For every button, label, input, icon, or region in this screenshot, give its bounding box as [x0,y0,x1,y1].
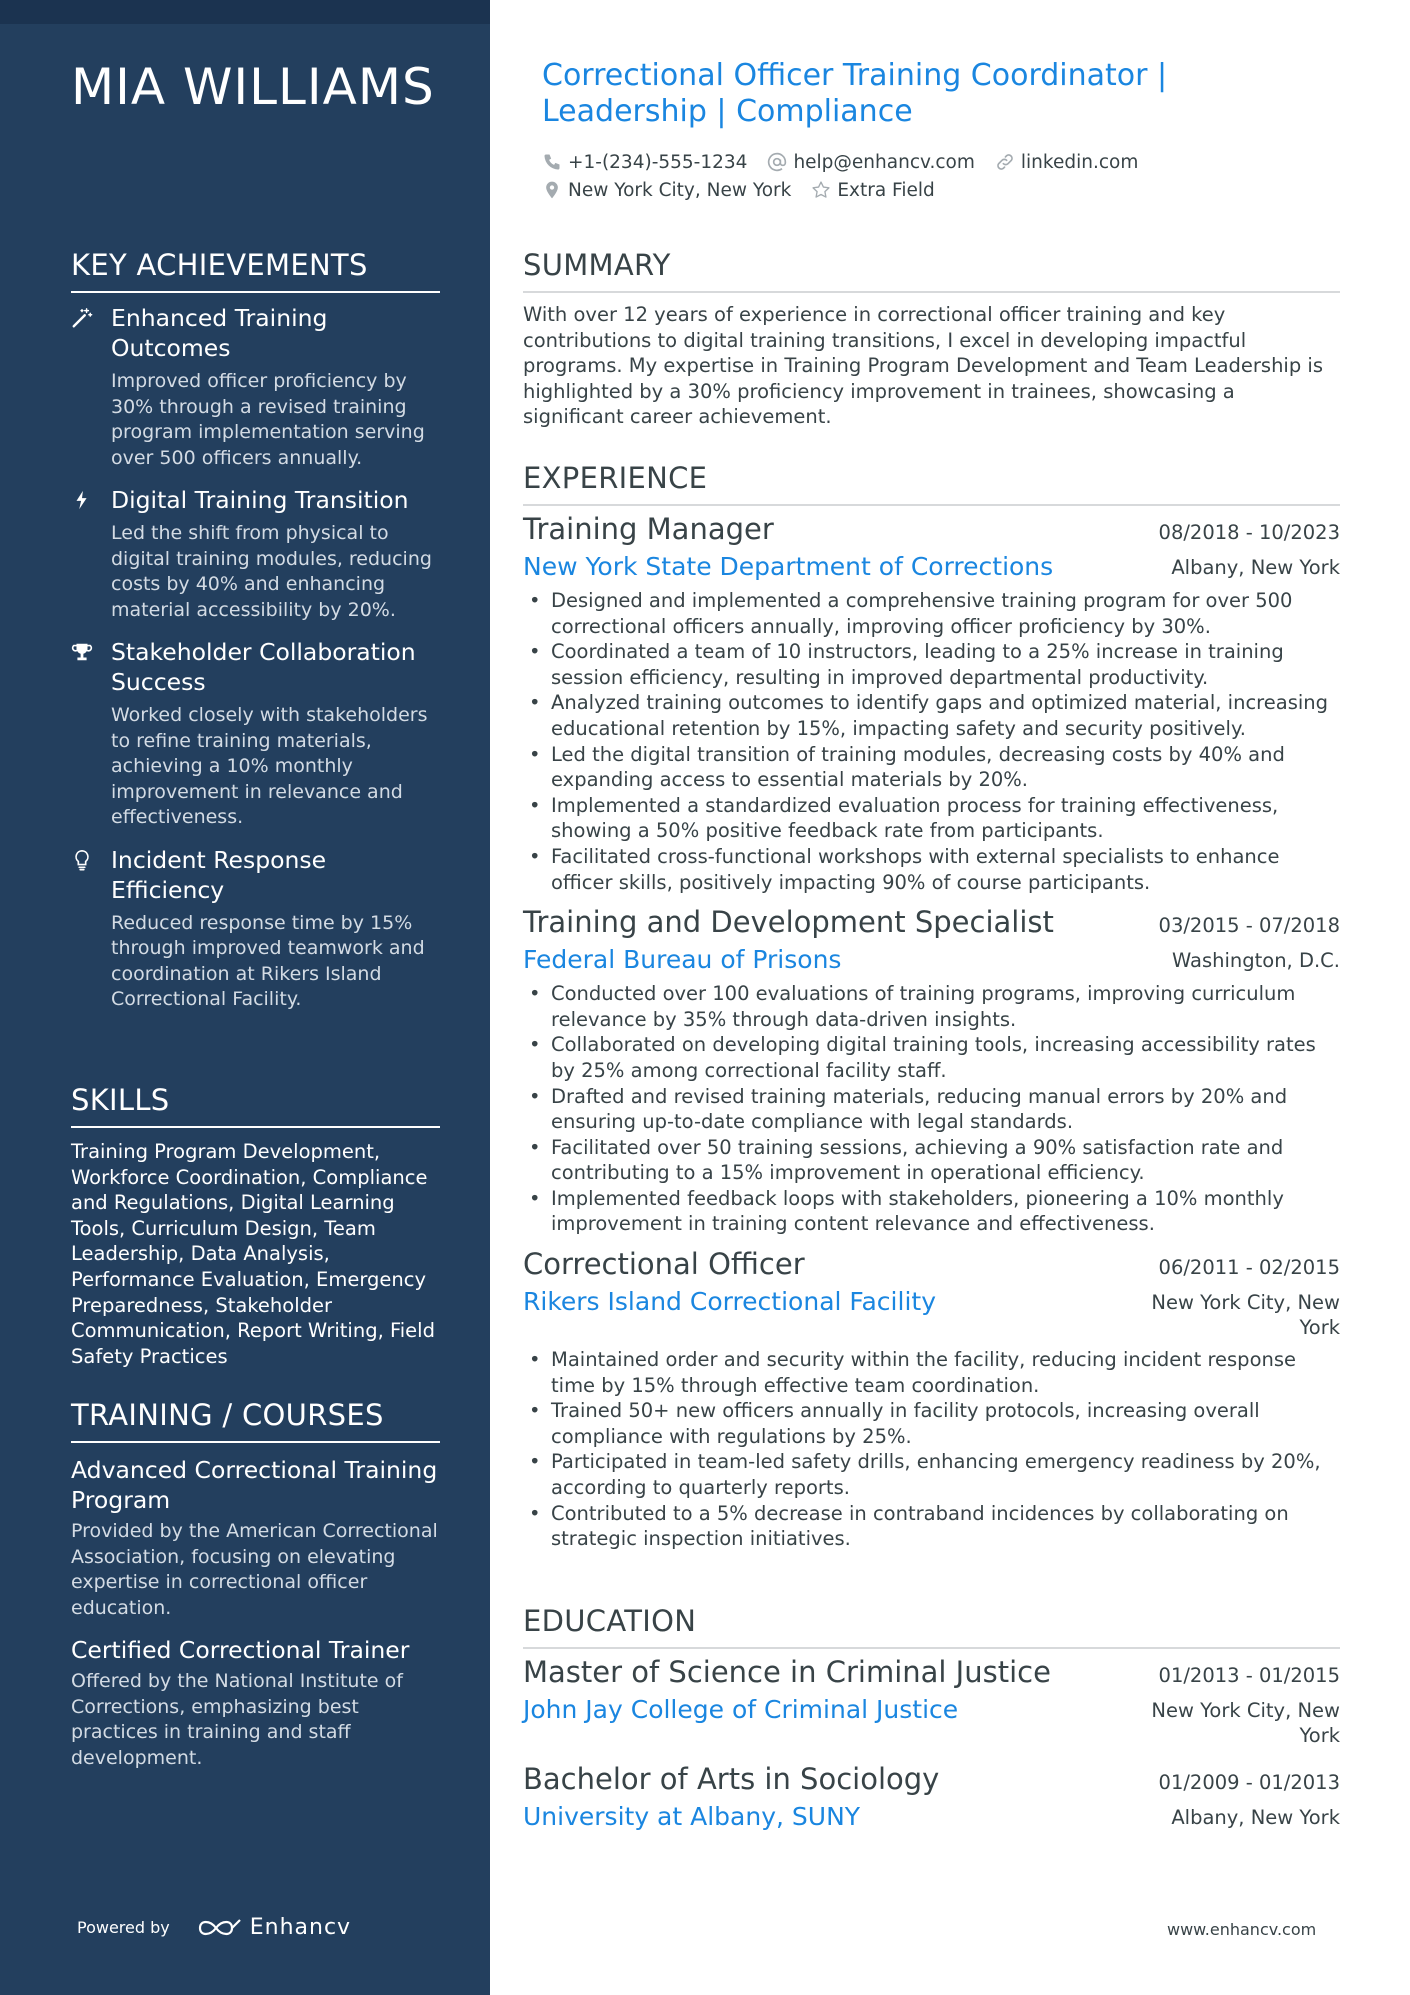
course-item [71,1635,440,1771]
job-title: Training and Development Specialist [523,905,1054,940]
achievement-title: Stakeholder Collaboration Success [111,638,416,696]
job-dates: 03/2015 - 07/2018 [1158,914,1340,938]
achievement-description: Reduced response time by 15% through improved teamwork and coordination at Rikers Island Correctional Facility. [111,911,425,1010]
headline: Correctional Officer Training Coordinator | Leadership | Compliance [542,58,1168,129]
achievement-title: Digital Training Transition [111,486,409,514]
job-title: Training Manager [523,512,774,546]
enhancv-brand: Enhancv [249,1915,352,1940]
job-bullets [523,588,1340,895]
job-location: New York City, New York [1151,1291,1340,1340]
courses-section [71,1398,440,1771]
job-bullet: • Drafted and revised training materials, reducing manual errors by 20% and ensuring up-to-date compliance with legal standards. [523,1084,1340,1135]
job-bullet: • Maintained order and security within the facility, reducing incident response time by 15% through effective team coordination. [523,1347,1340,1398]
achievement-title: Enhanced Training Outcomes [111,304,328,362]
education-entry [523,1762,1340,1831]
location-text: New York City, New York [568,179,792,201]
course-title: Advanced Correctional Training Program [71,1456,438,1514]
education-dates: 01/2009 - 01/2013 [1158,1771,1340,1794]
skills-heading: SKILLS [71,1083,440,1128]
achievement-item [71,303,440,471]
magic-wand-icon [71,303,111,471]
job-location: Washington, D.C. [1171,949,1340,973]
extra-field-contact [811,180,934,201]
job-bullet: • Contributed to a 5% decrease in contraband incidences by collaborating on strategic inspection initiatives. [523,1501,1340,1552]
school-name: University at Albany, SUNY [523,1802,861,1831]
job-organization: Federal Bureau of Prisons [523,945,842,975]
sidebar-top-band [0,0,490,24]
experience-heading: EXPERIENCE [523,461,1340,506]
job-bullets [523,1347,1340,1552]
job-bullet: • Conducted over 100 evaluations of training programs, improving curriculum relevance by 35% through data-driven insights. [523,981,1340,1032]
achievement-description: Led the shift from physical to digital training modules, reducing costs by 40% and enhancing material accessibility by 20%. [111,522,432,621]
phone-contact[interactable] [542,152,747,173]
degree-title: Master of Science in Criminal Justice [523,1655,1051,1689]
job-bullet: • Facilitated over 50 training sessions, achieving a 90% satisfaction rate and contributing to a 15% improvement in operational efficiency. [523,1135,1340,1186]
phone-text: +1-(234)-555-1234 [568,151,748,173]
job-entry [523,1247,1340,1552]
location-pin-icon [542,180,562,200]
job-bullet: • Trained 50+ new officers annually in facility protocols, increasing overall compliance with regulations by 25%. [523,1398,1340,1449]
job-bullet: • Led the digital transition of training modules, decreasing costs by 40% and expanding access to essential materials by 20%. [523,742,1340,793]
courses-heading: TRAINING / COURSES [71,1398,440,1443]
job-organization: Rikers Island Correctional Facility [523,1287,936,1317]
course-item [71,1455,440,1621]
job-organization: New York State Department of Corrections [523,552,1054,581]
lightning-icon [71,485,111,623]
summary-text: With over 12 years of experience in correctional officer training and key contributions to digital training transitions, I excel in developing impactful programs. My expertise in Training Program Development and Team Leadership is highlighted by a 30% proficiency improvement in trainees, showcasing a significant career achievement. [523,303,1323,429]
school-location: Albany, New York [1171,1806,1340,1829]
enhancv-logo[interactable] [196,1915,351,1940]
footer-url[interactable]: www.enhancv.com [1167,1920,1317,1939]
achievement-description: Worked closely with stakeholders to refine training materials, achieving a 10% monthly improvement in relevance and effectiveness. [111,704,428,828]
job-entry [523,905,1340,1237]
education-section [523,1604,1340,1831]
degree-title: Bachelor of Arts in Sociology [523,1762,940,1796]
job-bullet: • Facilitated cross-functional workshops with external specialists to enhance officer skills, positively impacting 90% of course participants. [523,844,1340,895]
linkedin-text: linkedin.com [1020,151,1139,173]
skills-list: Training Program Development, Workforce Coordination, Compliance and Regulations, Digital Learning Tools, Curriculum Design, Team Leadership, Data Analysis, Performance Evaluation, Emergency Preparedness, Stakeholder Communication, Report Writing, Field Safety Practices [71,1140,435,1368]
key-achievements-heading: KEY ACHIEVEMENTS [71,248,440,293]
achievement-item [71,845,440,1013]
star-icon [811,180,831,200]
job-bullet: • Collaborated on developing digital training tools, increasing accessibility rates by 25% among correctional facility staff. [523,1032,1340,1083]
email-text: help@enhancv.com [793,151,975,173]
job-dates: 06/2011 - 02/2015 [1158,1256,1340,1280]
experience-section [523,461,1340,1552]
achievement-description: Improved officer proficiency by 30% through a revised training program implementation serving over 500 officers annually. [111,370,425,469]
job-location: Albany, New York [1171,556,1340,579]
education-dates: 01/2013 - 01/2015 [1158,1664,1340,1687]
job-bullet: • Designed and implemented a comprehensive training program for over 500 correctional officers annually, improving officer proficiency by 30%. [523,588,1340,639]
email-contact[interactable] [767,152,974,173]
job-bullet: • Implemented a standardized evaluation process for training effectiveness, showing a 50% positive feedback rate from participants. [523,793,1340,844]
job-entry [523,512,1340,895]
achievement-item [71,637,440,831]
job-bullet: • Coordinated a team of 10 instructors, leading to a 25% increase in training session efficiency, resulting in improved departmental productivity. [523,639,1340,690]
job-bullets [523,981,1340,1237]
enhancv-logo-icon [196,1916,242,1940]
key-achievements-section [71,248,440,1013]
at-icon [767,152,787,172]
skills-section [71,1083,440,1369]
linkedin-contact[interactable] [995,152,1138,173]
link-icon [995,152,1015,172]
summary-heading: SUMMARY [523,248,1340,293]
job-dates: 08/2018 - 10/2023 [1158,521,1340,544]
course-description: Offered by the National Institute of Corrections, emphasizing best practices in training and staff development. [71,1670,403,1769]
lightbulb-icon [71,845,111,1013]
powered-by-label: Powered by [77,1918,170,1937]
school-name: John Jay College of Criminal Justice [523,1695,959,1724]
education-entry [523,1655,1340,1748]
achievement-item [71,485,440,623]
school-location: New York City, New York [1151,1699,1340,1747]
powered-by [77,1915,351,1940]
contact-info [542,148,1342,204]
trophy-icon [71,637,111,831]
phone-icon [542,152,562,172]
course-description: Provided by the American Correctional Association, focusing on elevating expertise in correctional officer education. [71,1520,438,1619]
location-contact [542,180,791,201]
job-bullet: • Analyzed training outcomes to identify gaps and optimized material, increasing educational retention by 15%, impacting safety and security positively. [523,690,1340,741]
course-title: Certified Correctional Trainer [71,1636,410,1664]
extra-field-text: Extra Field [837,179,935,201]
achievement-title: Incident Response Efficiency [111,845,327,904]
job-bullet: • Implemented feedback loops with stakeholders, pioneering a 10% monthly improvement in training content relevance and effectiveness. [523,1186,1340,1237]
job-title: Correctional Officer [523,1247,805,1282]
education-heading: EDUCATION [523,1604,1340,1649]
summary-section [523,248,1340,430]
job-bullet: • Participated in team-led safety drills, enhancing emergency readiness by 20%, according to quarterly reports. [523,1449,1340,1500]
candidate-name: MIA WILLIAMS [71,58,435,116]
